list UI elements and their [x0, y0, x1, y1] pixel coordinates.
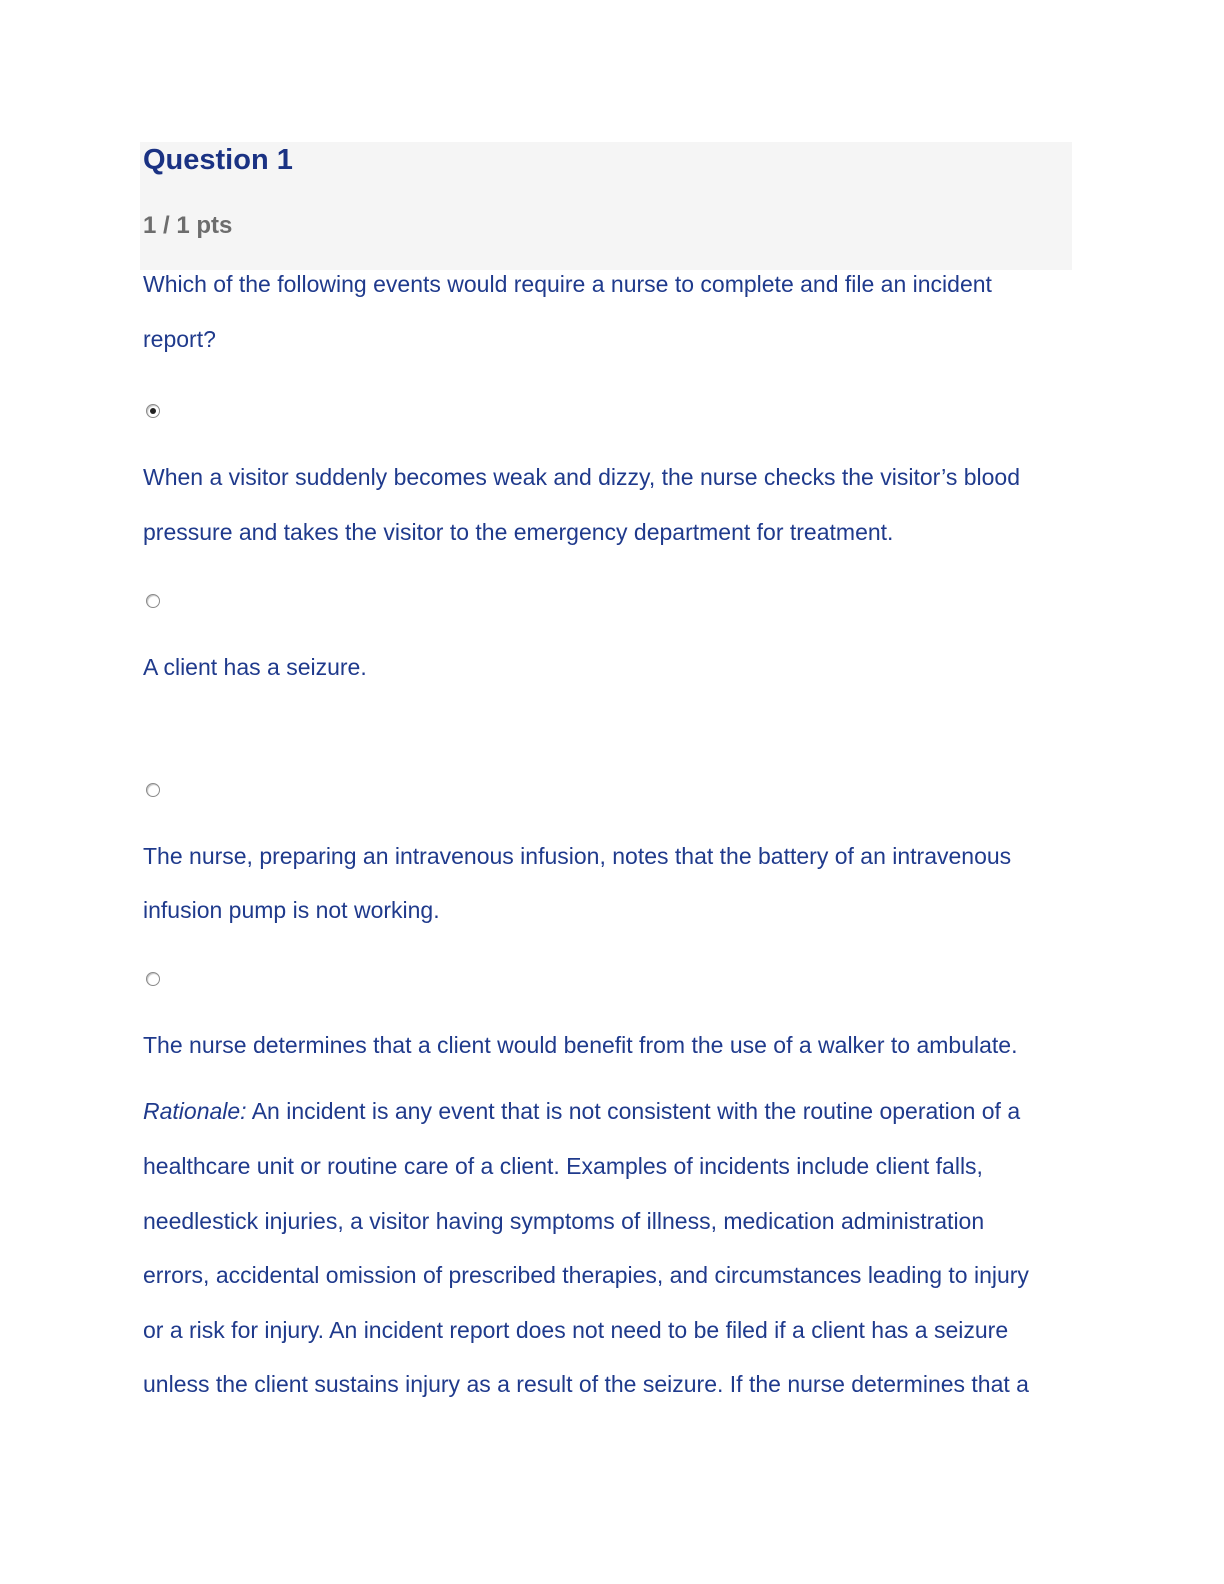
rationale-first-line: [143, 1084, 1083, 1139]
option-4-radio[interactable]: [146, 972, 160, 986]
rationale-text: An incident is any event that is not consistent with the routine operation of a: [246, 1098, 1021, 1124]
rationale-line: or a risk for injury. An incident report does not need to be filed if a client has a seizure: [143, 1317, 1009, 1343]
option-1-text: When a visitor suddenly becomes weak and dizzy, the nurse checks the visitor’s blood: [143, 464, 1020, 490]
option-3-text: infusion pump is not working.: [143, 897, 440, 923]
rationale-line: unless the client sustains injury as a result of the seizure. If the nurse determines that a: [143, 1371, 1029, 1397]
question-title: Question 1: [143, 144, 293, 176]
rationale-line: needlestick injuries, a visitor having symptoms of illness, medication administration: [143, 1208, 985, 1234]
rationale-line: healthcare unit or routine care of a client. Examples of incidents include client falls,: [143, 1153, 983, 1179]
question-prompt-line: report?: [143, 326, 216, 352]
option-1-radio[interactable]: [146, 404, 160, 418]
question-points: 1 / 1 pts: [143, 212, 233, 239]
option-4-text: The nurse determines that a client would benefit from the use of a walker to ambulate.: [143, 1032, 1018, 1058]
question-prompt-line: Which of the following events would require a nurse to complete and file an incident: [143, 271, 992, 297]
option-3-radio[interactable]: [146, 783, 160, 797]
option-2-radio[interactable]: [146, 594, 160, 608]
option-1-text: pressure and takes the visitor to the emergency department for treatment.: [143, 519, 894, 545]
rationale-line: errors, accidental omission of prescribed therapies, and circumstances leading to injury: [143, 1262, 1029, 1288]
rationale-label: Rationale:: [143, 1098, 247, 1124]
option-3-text: The nurse, preparing an intravenous infusion, notes that the battery of an intravenous: [143, 843, 1012, 869]
option-2-text: A client has a seizure.: [143, 654, 367, 680]
